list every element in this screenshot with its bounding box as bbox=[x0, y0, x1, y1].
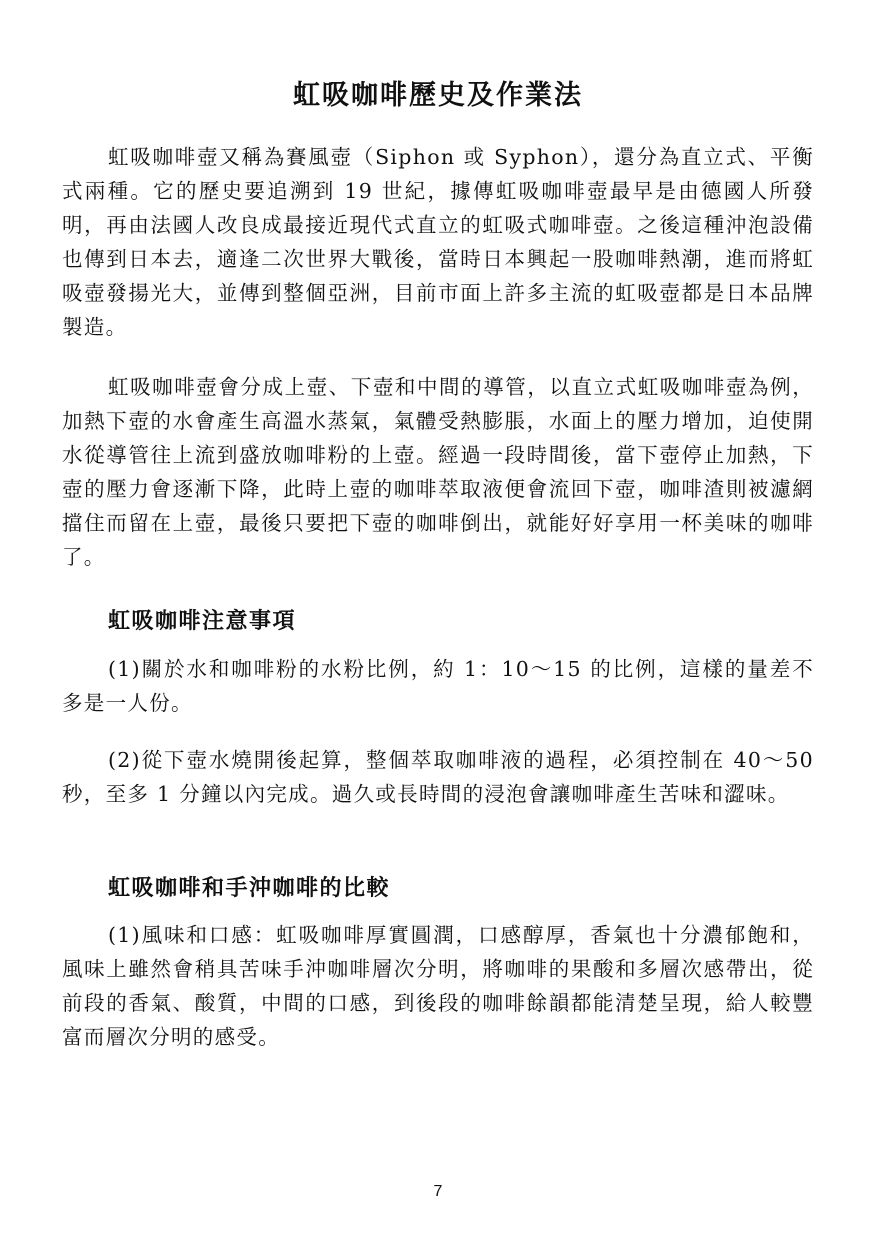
precaution-item-timing: (2)從下壺水燒開後起算，整個萃取咖啡液的過程，必須控制在 40～50 秒，至多 1 分鐘以內完成。過久或長時間的浸泡會讓咖啡產生苦味和澀味。 bbox=[62, 748, 814, 806]
section-heading-comparison: 虹吸咖啡和手沖咖啡的比較 bbox=[108, 875, 391, 901]
comparison-item-flavor: (1)風味和口感：虹吸咖啡厚實圓潤，口感醇厚，香氣也十分濃郁飽和，風味上雖然會稍具苦味手沖咖啡層次分明，將咖啡的果酸和多層次感帶出，從前段的香氣、酸質，中間的口感，到後段的咖啡餘韻都能清楚呈現，給人較豐富而層次分明的感受。 bbox=[62, 923, 814, 1049]
document-page bbox=[62, 0, 814, 1241]
intro-paragraph-history: 虹吸咖啡壺又稱為賽風壺（Siphon 或 Syphon），還分為直立式、平衡式兩種。它的歷史要追溯到 19 世紀，據傳虹吸咖啡壺最早是由德國人所發明，再由法國人改良成最接近現代式直立的虹吸式咖啡壺。之後這種沖泡設備也傳到日本去，適逢二次世界大戰後，當時日本興起一股咖啡熱潮，進而將虹吸壺發揚光大，並傳到整個亞洲，目前市面上許多主流的虹吸壺都是日本品牌製造。 bbox=[62, 145, 814, 339]
page-title: 虹吸咖啡歷史及作業法 bbox=[293, 80, 583, 111]
precaution-item-ratio: (1)關於水和咖啡粉的水粉比例，約 1：10～15 的比例，這樣的量差不多是一人份。 bbox=[62, 657, 814, 715]
page-number: 7 bbox=[433, 1183, 443, 1200]
intro-paragraph-mechanism: 虹吸咖啡壺會分成上壺、下壺和中間的導管，以直立式虹吸咖啡壺為例，加熱下壺的水會產生高溫水蒸氣，氣體受熱膨脹，水面上的壓力增加，迫使開水從導管往上流到盛放咖啡粉的上壺。經過一段時間後，當下壺停止加熱，下壺的壓力會逐漸下降，此時上壺的咖啡萃取液便會流回下壺，咖啡渣則被濾網擋住而留在上壺，最後只要把下壺的咖啡倒出，就能好好享用一杯美味的咖啡了。 bbox=[62, 375, 814, 569]
section-heading-precautions: 虹吸咖啡注意事項 bbox=[108, 608, 297, 634]
